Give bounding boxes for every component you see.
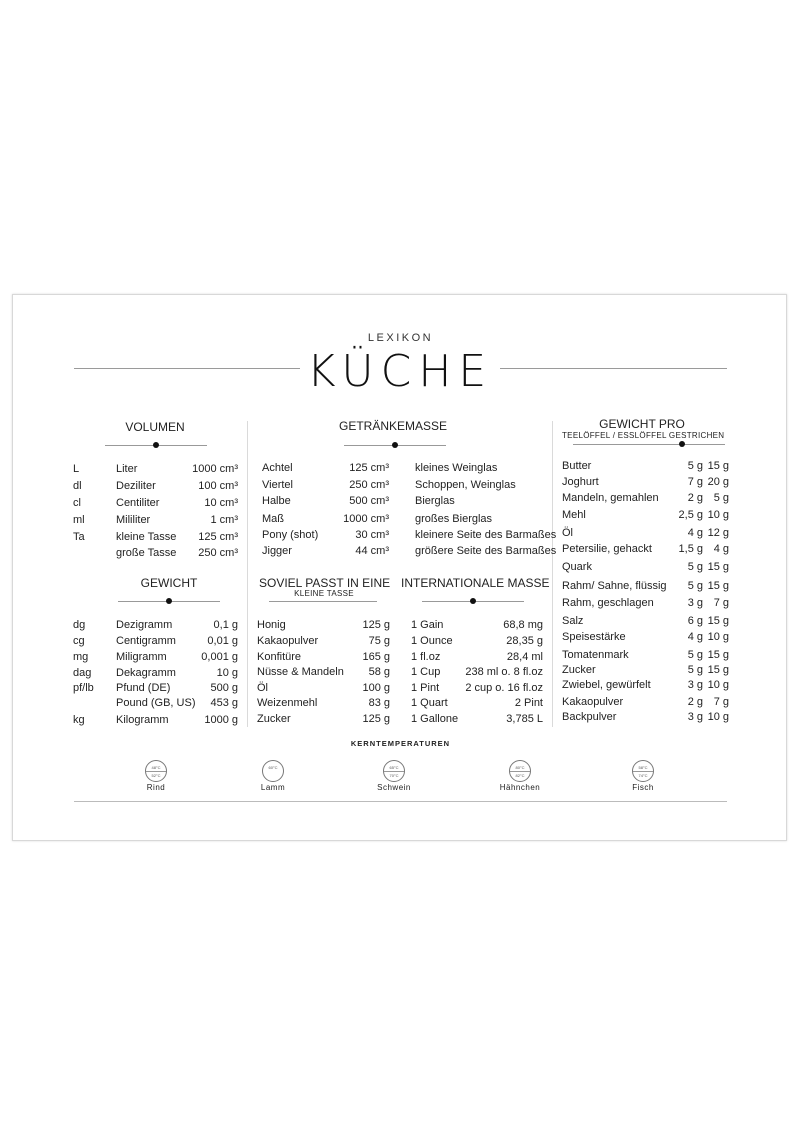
gewicht-pro-el: 15 g: [707, 580, 729, 592]
international-divider: [422, 597, 524, 606]
gewicht-pro-tl: 3 g: [687, 679, 703, 691]
tasse-name: Honig: [257, 619, 286, 631]
gewicht-abbr: cg: [73, 635, 85, 647]
gewicht-pro-tl: 5 g: [687, 561, 703, 573]
kern-name: Hähnchen: [499, 783, 541, 792]
volumen-abbr: L: [73, 463, 80, 475]
getraenke-value: 30 cm³: [355, 529, 389, 541]
tasse-rule: [269, 601, 377, 602]
gewicht-pro-el: 15 g: [707, 649, 729, 661]
volumen-abbr: dl: [73, 480, 82, 492]
gewicht-pro-el: 20 g: [707, 476, 729, 488]
gewicht-pro-tl: 6 g: [687, 615, 703, 627]
international-name: 1 Gain: [411, 619, 444, 631]
gewicht-pro-tl: 3 g: [687, 597, 703, 609]
gewicht-pro-tl: 5 g: [687, 580, 703, 592]
getraenke-name: Viertel: [262, 479, 293, 491]
page-overline: LEXIKON: [367, 332, 434, 344]
gewicht-abbr: mg: [73, 651, 89, 663]
gewicht-value: 10 g: [216, 667, 238, 679]
volumen-name: Centiliter: [116, 497, 160, 509]
gewicht-abbr: dg: [73, 619, 86, 631]
gewicht-pro-divider: [573, 440, 725, 449]
international-name: 1 Cup: [411, 666, 441, 678]
volumen-value: 1 cm³: [210, 514, 238, 526]
volumen-value: 10 cm³: [204, 497, 238, 509]
kern-temp-value: 65°C: [389, 765, 399, 770]
kern-temp-icon: [262, 760, 284, 782]
international-value: 238 ml o. 8 fl.oz: [465, 666, 543, 678]
tasse-subheading: KLEINE TASSE: [294, 589, 354, 598]
gewicht-name: Dekagramm: [116, 667, 176, 679]
international-value: 28,35 g: [506, 635, 543, 647]
getraenke-name: Maß: [262, 513, 284, 525]
gewicht-pro-name: Kakaopulver: [562, 696, 624, 708]
international-heading: INTERNATIONALE MASSE: [401, 576, 550, 590]
gewicht-value: 1000 g: [204, 714, 238, 726]
international-value: 2 cup o. 16 fl.oz: [465, 682, 543, 694]
tasse-value: 75 g: [368, 635, 390, 647]
international-name: 1 Quart: [411, 697, 448, 709]
gewicht-pro-tl: 5 g: [687, 649, 703, 661]
gewicht-pro-el: 5 g: [713, 492, 729, 504]
volumen-value: 100 cm³: [198, 480, 238, 492]
kern-temp-icon: [145, 760, 167, 782]
gewicht-name: Kilogramm: [116, 714, 169, 726]
kern-heading: KERNTEMPERATUREN: [350, 739, 451, 748]
gewicht-pro-el: 10 g: [707, 631, 729, 643]
getraenke-desc: Schoppen, Weinglas: [415, 479, 516, 491]
volumen-abbr: ml: [73, 514, 85, 526]
gewicht-pro-subheading: TEELÖFFEL / ESSLÖFFEL GESTRICHEN: [562, 431, 725, 440]
tasse-name: Konfitüre: [257, 651, 302, 663]
gewicht-pro-name: Rahm, geschlagen: [562, 597, 654, 609]
gewicht-pro-name: Quark: [562, 561, 592, 573]
gewicht-value: 0,001 g: [201, 651, 238, 663]
getraenke-name: Achtel: [262, 462, 293, 474]
gewicht-pro-tl: 1,5 g: [678, 543, 703, 555]
tasse-value: 165 g: [362, 651, 390, 663]
gewicht-name: Dezigramm: [116, 619, 173, 631]
gewicht-value: 500 g: [210, 682, 238, 694]
getraenke-value: 1000 cm³: [343, 513, 389, 525]
volumen-divider: [105, 441, 207, 450]
gewicht-pro-el: 15 g: [707, 664, 729, 676]
getraenke-desc: Bierglas: [415, 495, 455, 507]
international-value: 2 Pint: [514, 697, 543, 709]
gewicht-pro-el: 15 g: [707, 460, 729, 472]
kern-temp-value: 60°C: [268, 765, 278, 770]
getraenke-name: Pony (shot): [262, 529, 319, 541]
kern-name: Fisch: [632, 783, 654, 792]
title-rule-right: [500, 368, 727, 369]
getraenke-desc: kleinere Seite des Barmaßes: [415, 529, 557, 541]
getraenke-name: Halbe: [262, 495, 291, 507]
kern-name: Lamm: [260, 783, 286, 792]
tasse-name: Nüsse & Mandeln: [257, 666, 344, 678]
international-value: 68,8 mg: [503, 619, 543, 631]
kern-temp-value: 58°C: [638, 765, 648, 770]
kern-temp-value: 52°C: [146, 771, 166, 779]
page-title: KÜCHE: [306, 346, 494, 397]
tasse-name: Öl: [257, 682, 268, 694]
international-value: 3,785 L: [506, 713, 543, 725]
volumen-name: kleine Tasse: [116, 531, 177, 543]
gewicht-pro-name: Salz: [562, 615, 584, 627]
getraenke-value: 44 cm³: [355, 545, 389, 557]
kern-temp-value: 74°C: [633, 771, 653, 779]
gewicht-pro-tl: 5 g: [687, 664, 703, 676]
kern-temp-icon: [509, 760, 531, 782]
tasse-value: 100 g: [362, 682, 390, 694]
gewicht-pro-tl: 7 g: [687, 476, 703, 488]
column-divider-2: [552, 421, 553, 727]
gewicht-abbr: dag: [73, 667, 92, 679]
gewicht-pro-el: 7 g: [713, 597, 729, 609]
tasse-name: Kakaopulver: [257, 635, 319, 647]
tasse-value: 125 g: [362, 619, 390, 631]
gewicht-value: 0,01 g: [207, 635, 238, 647]
volumen-abbr: cl: [73, 497, 81, 509]
volumen-name: Deziliter: [116, 480, 156, 492]
gewicht-heading: GEWICHT: [140, 576, 198, 590]
getraenke-name: Jigger: [262, 545, 292, 557]
tasse-value: 83 g: [368, 697, 390, 709]
poster-card: [12, 294, 787, 841]
international-name: 1 Gallone: [411, 713, 459, 725]
title-rule-left: [74, 368, 300, 369]
gewicht-pro-tl: 2 g: [687, 492, 703, 504]
volumen-name: Liter: [116, 463, 138, 475]
gewicht-pro-name: Öl: [562, 527, 573, 539]
tasse-value: 58 g: [368, 666, 390, 678]
gewicht-name: Miligramm: [116, 651, 167, 663]
getraenke-desc: großes Bierglas: [415, 513, 493, 525]
gewicht-pro-tl: 2 g: [687, 696, 703, 708]
gewicht-pro-tl: 2,5 g: [678, 509, 703, 521]
gewicht-pro-name: Mandeln, gemahlen: [562, 492, 659, 504]
gewicht-pro-el: 10 g: [707, 711, 729, 723]
gewicht-pro-name: Mehl: [562, 509, 586, 521]
kern-temp-value: 48°C: [151, 765, 161, 770]
volumen-abbr: Ta: [73, 531, 85, 543]
getraenke-desc: kleines Weinglas: [415, 462, 498, 474]
gewicht-pro-name: Joghurt: [562, 476, 599, 488]
gewicht-pro-tl: 4 g: [687, 631, 703, 643]
gewicht-pro-tl: 4 g: [687, 527, 703, 539]
gewicht-abbr: kg: [73, 714, 85, 726]
bottom-rule: [74, 801, 727, 802]
getraenke-value: 250 cm³: [349, 479, 389, 491]
gewicht-name: Pfund (DE): [116, 682, 171, 694]
getraenke-desc: größere Seite des Barmaßes: [415, 545, 557, 557]
kern-name: Rind: [146, 783, 166, 792]
gewicht-divider: [118, 597, 220, 606]
gewicht-pro-name: Backpulver: [562, 711, 617, 723]
volumen-name: Mililiter: [116, 514, 151, 526]
gewicht-pro-el: 4 g: [713, 543, 729, 555]
gewicht-pro-name: Petersilie, gehackt: [562, 543, 652, 555]
gewicht-pro-heading: GEWICHT PRO: [599, 417, 685, 431]
kern-name: Schwein: [377, 783, 411, 792]
gewicht-pro-el: 15 g: [707, 561, 729, 573]
gewicht-pro-el: 10 g: [707, 509, 729, 521]
volumen-value: 125 cm³: [198, 531, 238, 543]
gewicht-pro-tl: 5 g: [687, 460, 703, 472]
volumen-value: 1000 cm³: [192, 463, 238, 475]
kern-temp-value: 70°C: [384, 771, 404, 779]
gewicht-pro-el: 7 g: [713, 696, 729, 708]
volumen-heading: VOLUMEN: [125, 420, 185, 434]
gewicht-pro-name: Zucker: [562, 664, 596, 676]
getraenke-value: 500 cm³: [349, 495, 389, 507]
gewicht-pro-name: Tomatenmark: [562, 649, 629, 661]
gewicht-pro-name: Speisestärke: [562, 631, 626, 643]
gewicht-value: 453 g: [210, 697, 238, 709]
international-name: 1 Ounce: [411, 635, 453, 647]
getraenke-value: 125 cm³: [349, 462, 389, 474]
tasse-value: 125 g: [362, 713, 390, 725]
volumen-value: 250 cm³: [198, 547, 238, 559]
gewicht-value: 0,1 g: [213, 619, 238, 631]
column-divider-1: [247, 421, 248, 727]
gewicht-pro-el: 15 g: [707, 615, 729, 627]
gewicht-pro-tl: 3 g: [687, 711, 703, 723]
international-name: 1 fl.oz: [411, 651, 441, 663]
getraenke-heading: GETRÄNKEMASSE: [338, 419, 448, 433]
volumen-name: große Tasse: [116, 547, 177, 559]
international-value: 28,4 ml: [506, 651, 543, 663]
kern-temp-value: 82°C: [510, 771, 530, 779]
kern-temp-icon: [632, 760, 654, 782]
tasse-name: Zucker: [257, 713, 291, 725]
international-name: 1 Pint: [411, 682, 440, 694]
gewicht-abbr: pf/lb: [73, 682, 94, 694]
gewicht-pro-el: 10 g: [707, 679, 729, 691]
gewicht-pro-name: Rahm/ Sahne, flüssig: [562, 580, 667, 592]
kern-temp-value: 80°C: [515, 765, 525, 770]
gewicht-name: Centigramm: [116, 635, 176, 647]
kern-temp-icon: [383, 760, 405, 782]
tasse-name: Weizenmehl: [257, 697, 318, 709]
gewicht-pro-name: Butter: [562, 460, 592, 472]
getraenke-divider: [344, 441, 446, 450]
gewicht-name: Pound (GB, US): [116, 697, 196, 709]
gewicht-pro-name: Zwiebel, gewürfelt: [562, 679, 651, 691]
gewicht-pro-el: 12 g: [707, 527, 729, 539]
tasse-heading: SOVIEL PASST IN EINE: [259, 576, 391, 590]
